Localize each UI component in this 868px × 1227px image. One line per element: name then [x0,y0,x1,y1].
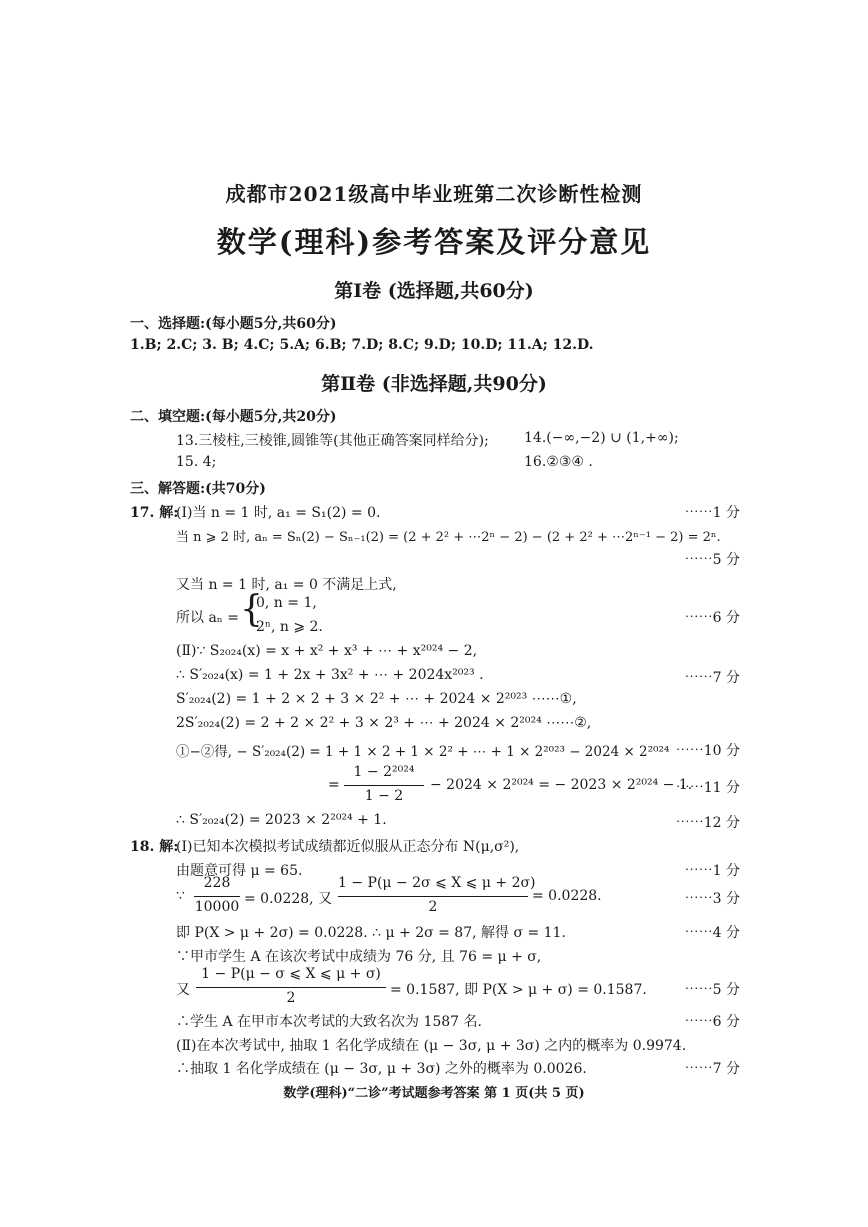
q18-line-8: (Ⅱ)在本次考试中, 抽取 1 名化学成绩在 (μ − 3σ, μ + 3σ) 之内的概率为 0.9974. [176,1038,687,1054]
q17-score-6: ⋯⋯6 分 [684,610,740,626]
fill-answer-16: 16.②③④ . [524,454,593,470]
q17-line-9: ①−②得, − S′₂₀₂₄(2) = 1 + 1 × 2 + 1 × 2² + ⋯ + 1 × 2²⁰²³ − 2024 × 2²⁰²⁴ [176,744,670,760]
q17-line-8: 2S′₂₀₂₄(2) = 2 + 2 × 2² + 3 × 2³ + ⋯ + 2024 × 2²⁰²⁴ ⋯⋯②, [176,715,592,731]
q18-frac1-den: 10000 [194,899,240,915]
q17-line-10-rest: − 2024 × 2²⁰²⁴ = − 2023 × 2²⁰²⁴ − 1. [430,777,693,793]
q17-score-10: ⋯⋯10 分 [675,743,740,759]
q18-line-5: ∵甲市学生 A 在该次考试中成绩为 76 分, 且 76 = μ + σ, [176,949,542,965]
q18-score-6: ⋯⋯6 分 [684,1014,740,1030]
q18-score-1: ⋯⋯1 分 [684,863,740,879]
q17-case-1: 0, n = 1, [256,595,317,611]
choice-answers: 1.B; 2.C; 3. B; 4.C; 5.A; 6.B; 7.D; 8.C; 9.D; 10.D; 11.A; 12.D. [130,337,594,353]
q18-line-3-mid: = 0.0228, 又 [244,891,333,907]
q18-score-3: ⋯⋯3 分 [684,891,740,907]
q17-score-11: ⋯⋯11 分 [675,780,740,796]
q17-line-1: (Ⅰ)当 n = 1 时, a₁ = S₁(2) = 0. [176,505,381,521]
q18-line-1: (Ⅰ)已知本次模拟考试成绩都近似服从正态分布 N(μ,σ²), [176,839,520,855]
q18-line-9: ∴抽取 1 名化学成绩在 (μ − 3σ, μ + 3σ) 之外的概率为 0.0026. [176,1061,587,1077]
q18-score-5: ⋯⋯5 分 [684,982,740,998]
q18-line-4: 即 P(X > μ + 2σ) = 0.0228. ∴ μ + 2σ = 87, 解得 σ = 11. [176,925,566,941]
q18-frac1-bar [194,896,240,897]
part1-title: 第Ⅰ卷 (选择题,共60分) [334,280,534,302]
q18-frac2-bar [338,896,528,897]
fill-section-title: 二、填空题:(每小题5分,共20分) [130,409,337,425]
piecewise-brace: { [240,589,263,630]
q17-score-5: ⋯⋯5 分 [684,552,740,568]
q17-fraction-bar [344,785,424,786]
q18-score-7: ⋯⋯7 分 [684,1061,740,1077]
q18-frac1-num: 228 [203,875,231,891]
q17-line-5: (Ⅱ)∵ S₂₀₂₄(x) = x + x² + x³ + ⋯ + x²⁰²⁴ − 2, [176,643,478,659]
q17-label: 17. 解: [130,505,179,521]
q18-frac3-num: 1 − P(μ − σ ⩽ X ⩽ μ + σ) [201,966,381,982]
q18-because: ∵ [176,888,185,904]
fill-answer-14: 14.(−∞,−2) ∪ (1,+∞); [524,430,679,446]
document-title: 数学(理科)参考答案及评分意见 [216,225,652,259]
q18-frac2-den: 2 [428,899,438,915]
q17-line-6: ∴ S′₂₀₂₄(x) = 1 + 2x + 3x² + ⋯ + 2024x²⁰²³ . [176,667,484,683]
q18-line-3-end: = 0.0228. [532,888,602,904]
q18-score-4: ⋯⋯4 分 [684,925,740,941]
page-footer: 数学(理科)“二诊”考试题参考答案 第 1 页(共 5 页) [283,1086,585,1101]
q17-score-12: ⋯⋯12 分 [675,815,740,831]
q17-fraction-num: 1 − 2²⁰²⁴ [353,764,415,780]
choice-section-title: 一、选择题:(每小题5分,共60分) [130,316,337,332]
q18-label: 18. 解: [130,839,179,855]
q17-line-7: S′₂₀₂₄(2) = 1 + 2 × 2 + 3 × 2² + ⋯ + 2024 × 2²⁰²³ ⋯⋯①, [176,691,577,707]
part2-title: 第Ⅱ卷 (非选择题,共90分) [321,373,547,395]
q17-line-3: 又当 n = 1 时, a₁ = 0 不满足上式, [176,577,397,593]
q17-score-7: ⋯⋯7 分 [684,670,740,686]
q18-frac3-den: 2 [286,990,296,1006]
q17-line-2: 当 n ⩾ 2 时, aₙ = Sₙ(2) − Sₙ₋₁(2) = (2 + 2² + ⋯2ⁿ − 2) − (2 + 2² + ⋯2ⁿ⁻¹ − 2) = 2ⁿ. [176,530,721,545]
q17-fraction-den: 1 − 2 [364,788,404,804]
q17-an-label: 所以 aₙ = [176,610,240,626]
q18-frac2-num: 1 − P(μ − 2σ ⩽ X ⩽ μ + 2σ) [338,875,536,891]
q18-frac3-bar [196,987,386,988]
q17-eq-sign: = [328,777,340,793]
q18-line-7: ∴学生 A 在甲市本次考试的大致名次为 1587 名. [176,1014,482,1030]
q17-score-1: ⋯⋯1 分 [684,505,740,521]
q18-line-6-end: = 0.1587, 即 P(X > μ + σ) = 0.1587. [390,982,647,998]
fill-answer-13: 13.三棱柱,三棱锥,圆锥等(其他正确答案同样给分); [176,433,489,449]
exam-title: 成都市2021级高中毕业班第二次诊断性检测 [225,182,643,206]
q17-line-11: ∴ S′₂₀₂₄(2) = 2023 × 2²⁰²⁴ + 1. [176,812,387,828]
fill-answer-15: 15. 4; [176,454,217,470]
q18-line-2: 由题意可得 μ = 65. [176,863,303,879]
q17-case-2: 2ⁿ, n ⩾ 2. [256,619,323,635]
solve-section-title: 三、解答题:(共70分) [130,481,266,497]
q18-also: 又 [176,982,190,998]
